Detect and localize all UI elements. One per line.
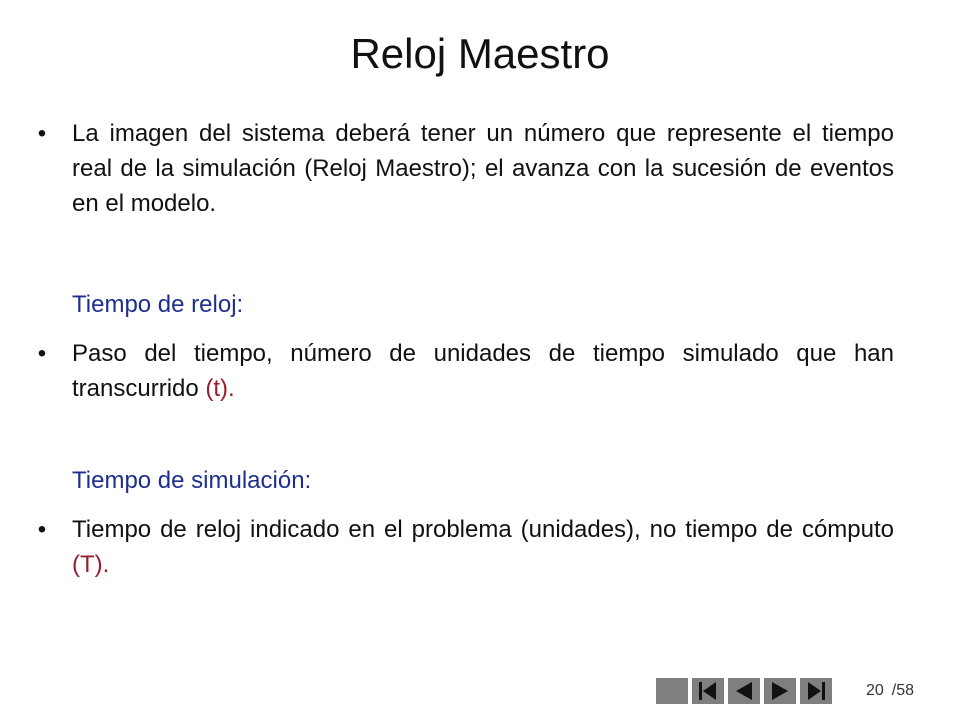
bullet-item-simulation-time <box>37 512 894 582</box>
paragraph-master-clock: La imagen del sistema deberá tener un número que represente el tiempo real de la simulación (Reloj Maestro); el avanza con la sucesión de eventos en el modelo. <box>72 120 894 217</box>
slide-navigation <box>656 678 832 704</box>
bullet-icon: • <box>37 516 47 543</box>
paragraph-simulation-time-text: Tiempo de reloj indicado en el problema (unidades), no tiempo de cómputo <box>72 516 894 543</box>
bullet-icon: • <box>37 120 47 147</box>
blank-square-icon[interactable] <box>656 678 688 704</box>
paragraph-simulation-time <box>72 512 894 582</box>
bullet-item-master-clock <box>37 116 894 221</box>
last-slide-icon[interactable] <box>800 678 832 704</box>
heading-clock-time: Tiempo de reloj: <box>72 291 244 318</box>
symbol-T: (T). <box>72 551 110 578</box>
bullet-item-clock-time <box>37 336 894 406</box>
page-counter <box>866 678 914 704</box>
paragraph-clock-time-text: Paso del tiempo, número de unidades de tiempo simulado que han transcurrido <box>72 340 894 402</box>
slide-title: Reloj Maestro <box>350 30 610 77</box>
next-slide-icon[interactable] <box>764 678 796 704</box>
bullet-icon: • <box>37 340 47 367</box>
page-total: /58 <box>891 682 915 699</box>
page-current: 20 <box>866 682 884 699</box>
paragraph-clock-time <box>72 336 894 406</box>
heading-simulation-time: Tiempo de simulación: <box>72 467 312 494</box>
symbol-t: (t). <box>205 375 235 402</box>
previous-slide-icon[interactable] <box>728 678 760 704</box>
first-slide-icon[interactable] <box>692 678 724 704</box>
